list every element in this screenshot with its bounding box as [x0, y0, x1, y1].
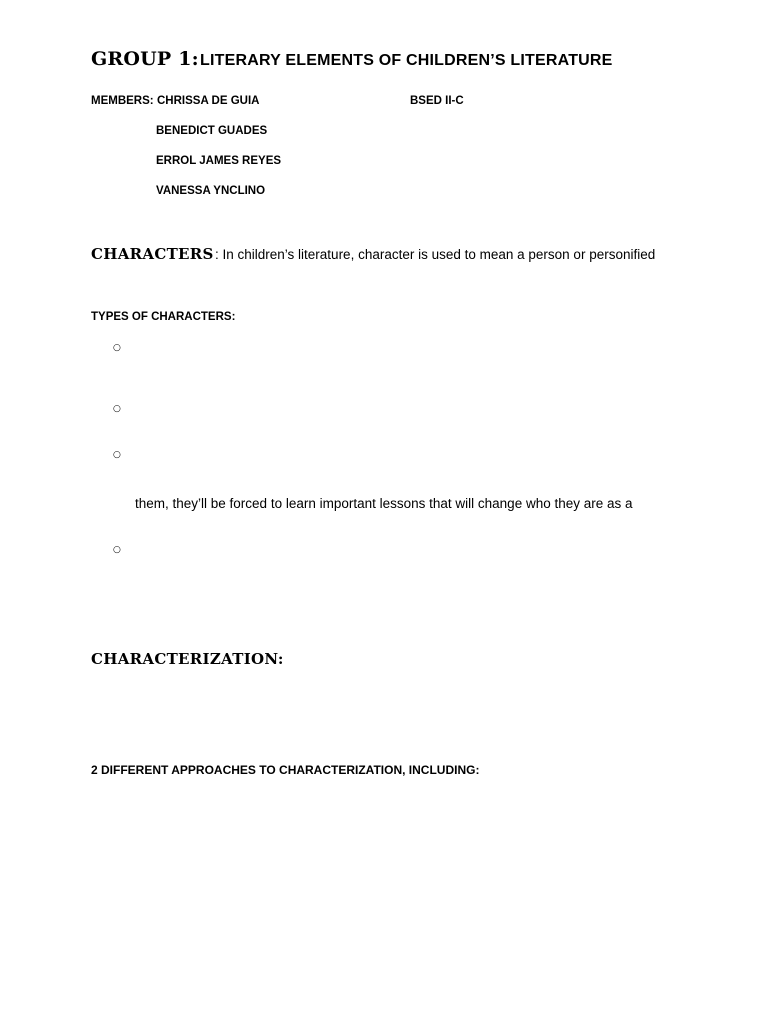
types-of-characters-heading: TYPES OF CHARACTERS: [91, 311, 236, 323]
class-section: BSED II-C [410, 95, 464, 107]
member-name: CHRISSA DE GUIA [157, 95, 260, 107]
member-name: BENEDICT GUADES [156, 125, 268, 137]
group-label: GROUP 1: [91, 48, 199, 70]
approaches-heading: 2 DIFFERENT APPROACHES TO CHARACTERIZATION, INCLUDING: [91, 763, 480, 777]
document-title: LITERARY ELEMENTS OF CHILDREN’S LITERATURE [200, 52, 613, 69]
member-name: VANESSA YNCLINO [156, 185, 266, 197]
member-name: ERROL JAMES REYES [156, 155, 282, 167]
characters-heading: CHARACTERS [91, 245, 214, 263]
characterization-heading: CHARACTERIZATION: [91, 650, 284, 668]
bullet-icon: ○ [113, 450, 121, 460]
continuation-text: them, they’ll be forced to learn important lessons that will change who they are as a [135, 496, 633, 511]
characters-definition: : In children’s literature, character is used to mean a person or personified [215, 247, 656, 262]
bullet-icon: ○ [113, 343, 121, 353]
bullet-icon: ○ [113, 404, 121, 414]
bullet-icon: ○ [113, 545, 121, 555]
members-label: MEMBERS: [91, 95, 154, 107]
